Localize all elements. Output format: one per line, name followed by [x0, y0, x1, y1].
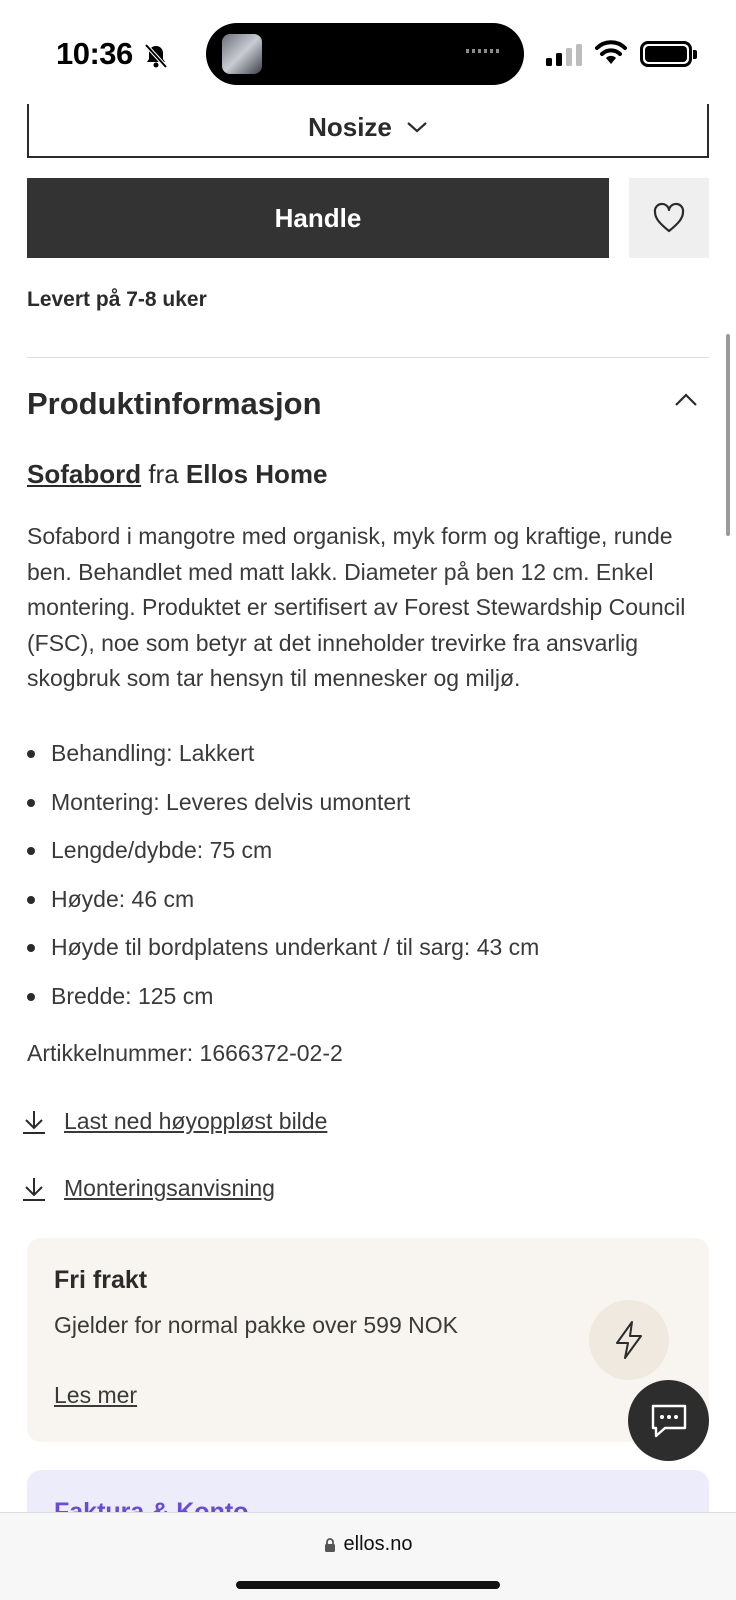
- audio-wave-icon: [466, 49, 502, 53]
- spec-item: Lengde/dybde: 75 cm: [27, 830, 539, 879]
- download-image-label: Last ned høyoppløst bilde: [64, 1108, 328, 1134]
- spec-item: Høyde: 46 cm: [27, 879, 539, 928]
- spec-item: Høyde til bordplatens underkant / til sarg: 43 cm: [27, 927, 539, 976]
- chevron-up-icon[interactable]: [674, 392, 698, 408]
- favorite-button[interactable]: [629, 178, 709, 258]
- now-playing-thumbnail: [222, 34, 262, 74]
- home-indicator[interactable]: [236, 1581, 500, 1589]
- product-info-heading[interactable]: Produktinformasjon: [27, 386, 322, 421]
- spec-item: Behandling: Lakkert: [27, 733, 539, 782]
- scrollbar-thumb[interactable]: [726, 334, 730, 536]
- bell-slash-icon: [142, 42, 170, 70]
- download-icon: [22, 1176, 46, 1202]
- url-text: ellos.no: [343, 1533, 413, 1555]
- download-icon: [22, 1109, 46, 1135]
- dynamic-island[interactable]: [206, 23, 524, 85]
- lock-icon: [324, 1537, 336, 1553]
- assembly-instructions-label: Monteringsanvisning: [64, 1175, 275, 1201]
- read-more-link[interactable]: Les mer: [54, 1382, 138, 1408]
- chevron-down-icon: [406, 120, 428, 134]
- brand-line: [27, 459, 328, 490]
- divider: [27, 357, 709, 358]
- assembly-instructions-link[interactable]: [22, 1175, 275, 1202]
- category-link[interactable]: Sofabord: [27, 459, 142, 489]
- buy-button[interactable]: Handle: [27, 178, 609, 258]
- chat-button[interactable]: [628, 1380, 709, 1461]
- free-shipping-card: [27, 1238, 709, 1442]
- cellular-signal-icon: [546, 44, 584, 66]
- delivery-time: Levert på 7-8 uker: [27, 288, 207, 311]
- product-description: Sofabord i mangotre med organisk, myk form og kraftige, runde ben. Behandlet med matt lakk. Diameter på ben 12 cm. Enkel montering. Produktet er sertifisert av Forest Stewardship Council (FSC), noe som betyr at det inneholder trevirke fra ansvarlig skogbruk som tar hensyn til mennesker og miljø.: [27, 523, 686, 691]
- article-number: Artikkelnummer: 1666372-02-2: [27, 1040, 343, 1066]
- battery-icon: [640, 41, 692, 67]
- heart-icon: [652, 202, 686, 234]
- spec-item: Montering: Leveres delvis umontert: [27, 782, 539, 831]
- shipping-title: Fri frakt: [54, 1266, 148, 1294]
- spec-item: Bredde: 125 cm: [27, 976, 539, 1025]
- wifi-icon: [594, 40, 628, 66]
- brand-prefix: fra: [141, 459, 186, 489]
- status-bar: [0, 0, 736, 104]
- spec-list: [27, 733, 539, 1024]
- shipping-text: Gjelder for normal pakke over 599 NOK: [54, 1312, 458, 1338]
- size-value: Nosize: [308, 111, 392, 142]
- url-display[interactable]: [0, 1533, 736, 1556]
- chat-icon: [649, 1402, 689, 1440]
- lightning-icon: [589, 1300, 669, 1380]
- brand-name: Ellos Home: [185, 459, 328, 489]
- browser-address-bar[interactable]: [0, 1512, 736, 1600]
- download-image-link[interactable]: [22, 1108, 327, 1135]
- status-time: 10:36: [56, 36, 133, 71]
